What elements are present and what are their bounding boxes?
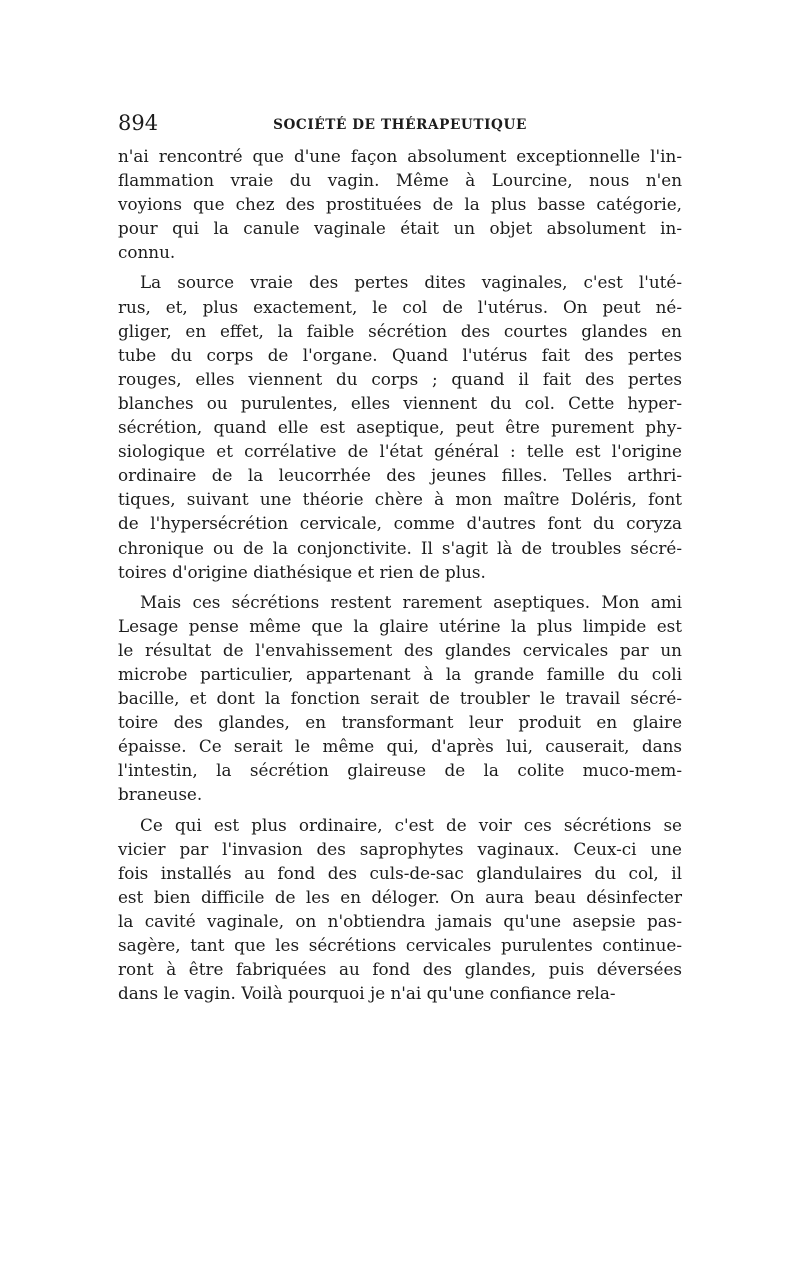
text-line: microbe particulier, appartenant à la grande famille du coli: [118, 663, 682, 684]
text-line: de l'hypersécrétion cervicale, comme d'autres font du coryza: [118, 513, 682, 534]
text-line: sagère, tant que les sécrétions cervicales purulentes continue-: [118, 935, 682, 955]
paragraph: [118, 144, 682, 264]
text-line: rus, et, plus exactement, le col de l'utérus. On peut né-: [118, 296, 682, 317]
text-line: est bien difficile de les en déloger. On aura beau désinfecter: [118, 886, 682, 907]
page-number: 894: [118, 111, 159, 135]
text-line: bacille, et dont la fonction serait de troubler le travail sécré-: [118, 688, 682, 709]
text-line: la cavité vaginale, on n'obtiendra jamais qu'une asepsie pas-: [118, 910, 682, 931]
text-line: le résultat de l'envahissement des glandes cervicales par un: [118, 639, 682, 660]
text-line: braneuse.: [118, 784, 203, 805]
body-text: [118, 144, 682, 1005]
text-line: rouges, elles viennent du corps ; quand il fait des pertes: [118, 368, 682, 389]
book-page: [118, 108, 682, 1005]
text-line: siologique et corrélative de l'état général : telle est l'origine: [118, 441, 682, 462]
text-line: l'intestin, la sécrétion glaireuse de la colite muco-mem-: [118, 760, 682, 781]
text-line: sécrétion, quand elle est aseptique, peut être purement phy-: [118, 417, 682, 438]
text-line: gliger, en effet, la faible sécrétion des courtes glandes en: [118, 320, 682, 341]
text-line: blanches ou purulentes, elles viennent du col. Cette hyper-: [118, 392, 682, 413]
text-line: pour qui la canule vaginale était un objet absolument in-: [118, 218, 682, 239]
paragraph: [118, 813, 682, 1006]
running-head-title: SOCIÉTÉ DE THÉRAPEUTIQUE: [273, 117, 527, 133]
text-line: chronique ou de la conjonctivite. Il s'agit là de troubles sécré-: [118, 537, 682, 558]
text-line: vicier par l'invasion des saprophytes vaginaux. Ceux-ci une: [118, 838, 682, 859]
paragraph: [118, 270, 682, 583]
paragraph: [118, 590, 682, 807]
text-line: n'ai rencontré que d'une façon absolument exceptionnelle l'in-: [118, 146, 682, 166]
text-line: Mais ces sécrétions restent rarement aseptiques. Mon ami: [140, 591, 682, 612]
text-line: Lesage pense même que la glaire utérine la plus limpide est: [118, 615, 682, 636]
text-line: flammation vraie du vagin. Même à Lourcine, nous n'en: [118, 170, 682, 191]
text-line: tube du corps de l'organe. Quand l'utérus fait des pertes: [118, 344, 682, 365]
text-line: voyions que chez des prostituées de la plus basse catégorie,: [118, 194, 682, 215]
text-line: Ce qui est plus ordinaire, c'est de voir ces sécrétions se: [140, 814, 682, 835]
text-line: tiques, suivant une théorie chère à mon maître Doléris, font: [118, 489, 682, 510]
text-line: dans le vagin. Voilà pourquoi je n'ai qu'une confiance rela-: [118, 983, 616, 1004]
text-line: fois installés au fond des culs-de-sac glandulaires du col, il: [118, 862, 682, 883]
text-line: ordinaire de la leucorrhée des jeunes filles. Telles arthri-: [118, 465, 682, 486]
running-head: [118, 108, 682, 144]
text-line: connu.: [118, 242, 176, 263]
text-line: ront à être fabriquées au fond des glandes, puis déversées: [118, 959, 682, 980]
text-line: La source vraie des pertes dites vaginales, c'est l'uté-: [140, 272, 682, 293]
text-line: toires d'origine diathésique et rien de plus.: [118, 561, 486, 582]
text-line: épaisse. Ce serait le même qui, d'après lui, causerait, dans: [118, 736, 682, 757]
text-line: toire des glandes, en transformant leur produit en glaire: [118, 712, 682, 733]
